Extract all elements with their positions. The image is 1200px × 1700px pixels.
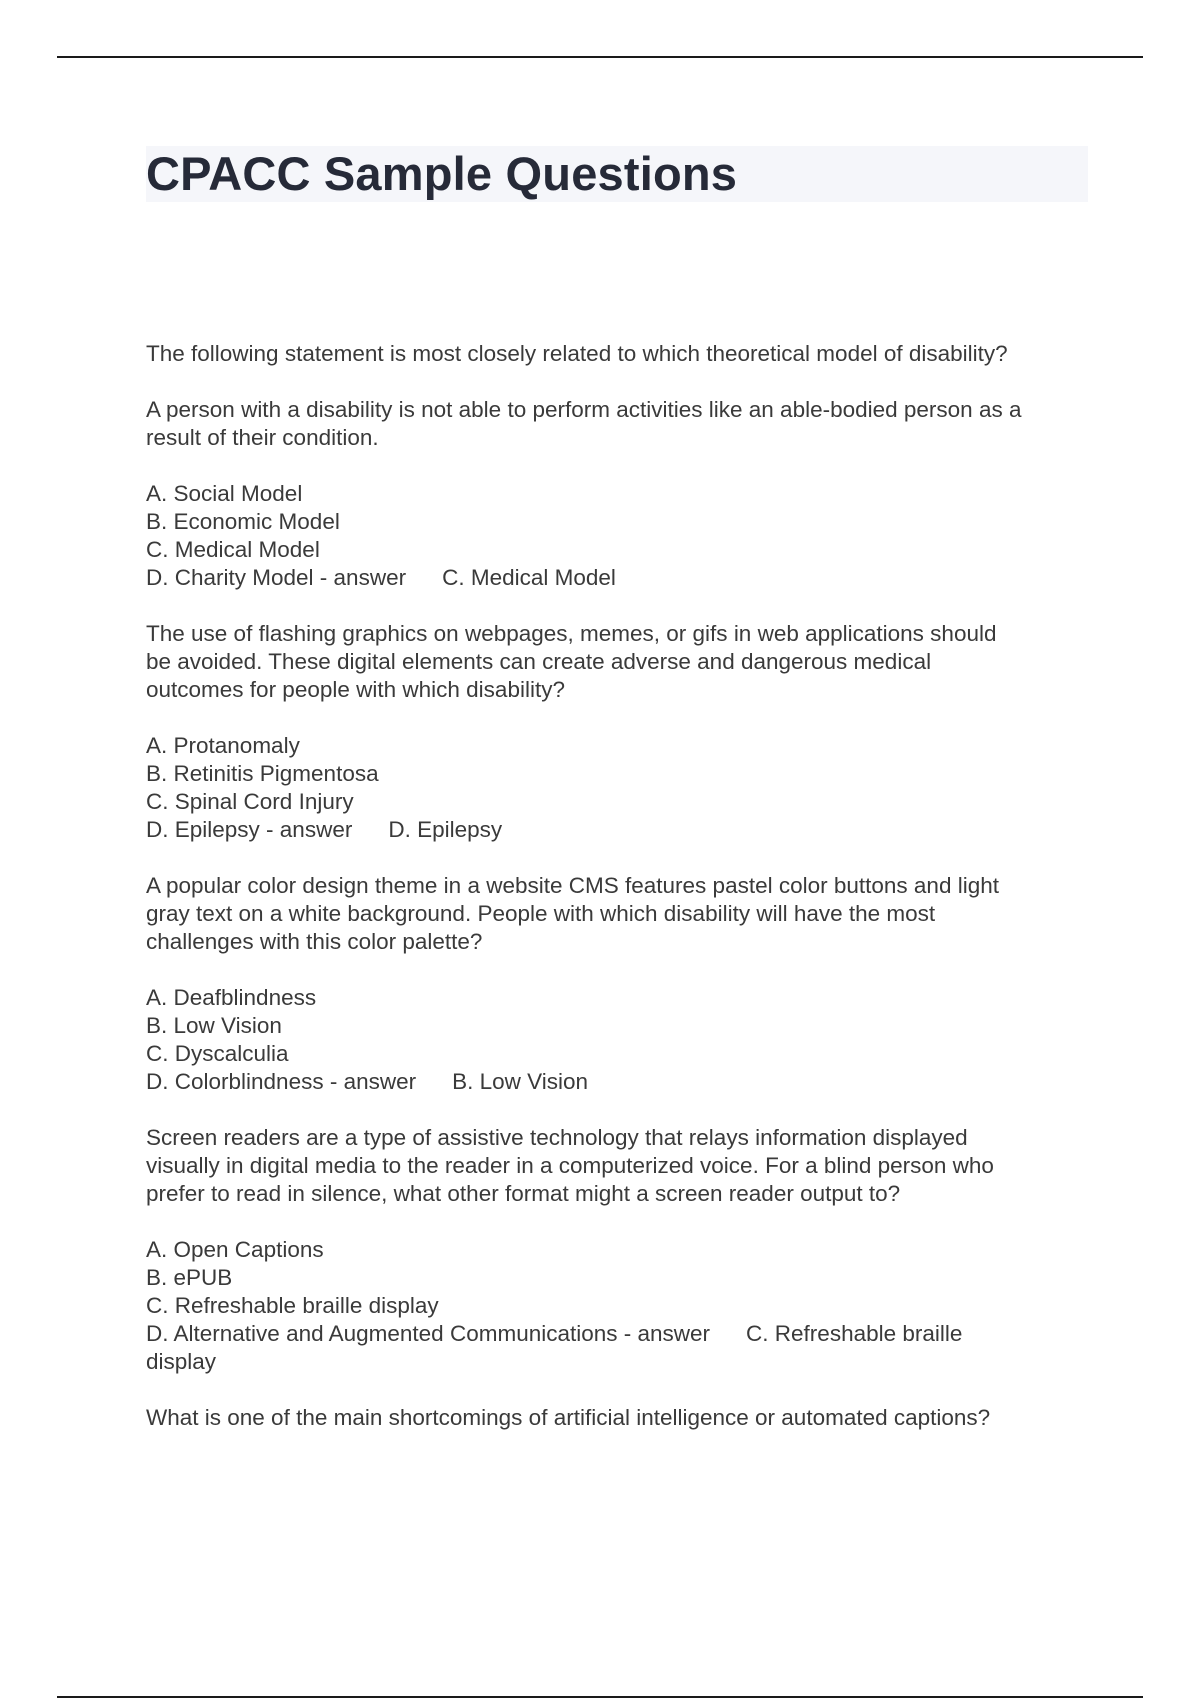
question-line: gray text on a white background. People with which disability will have the most (146, 901, 936, 926)
question-list (146, 340, 1096, 1460)
option-c: C. Dyscalculia (146, 1041, 289, 1066)
option-d: D. Charity Model - answer (146, 565, 407, 590)
context-line: result of their condition. (146, 425, 379, 450)
option-b: B. ePUB (146, 1265, 233, 1290)
option-c: C. Medical Model (146, 537, 320, 562)
question-line: A popular color design theme in a website CMS features pastel color buttons and light (146, 873, 999, 898)
option-a: A. Social Model (146, 481, 303, 506)
question-line: The use of flashing graphics on webpages, memes, or gifs in web applications should (146, 621, 997, 646)
option-c: C. Refreshable braille display (146, 1293, 439, 1318)
question-2-text (146, 620, 1096, 704)
question-line: Screen readers are a type of assistive technology that relays information displayed (146, 1125, 968, 1150)
question-line: challenges with this color palette? (146, 929, 483, 954)
option-d-answer-row (146, 564, 1096, 592)
question-line: The following statement is most closely related to which theoretical model of disability? (146, 341, 1008, 366)
option-d: D. Alternative and Augmented Communications - answer (146, 1321, 711, 1346)
question-4-options (146, 1236, 1096, 1376)
option-d-answer-row (146, 1320, 1096, 1348)
option-d-answer-row (146, 816, 1096, 844)
question-3-options (146, 984, 1096, 1096)
question-2-options (146, 732, 1096, 844)
question-line: prefer to read in silence, what other format might a screen reader output to? (146, 1181, 901, 1206)
bottom-rule (57, 1696, 1143, 1698)
option-b: B. Low Vision (146, 1013, 282, 1038)
option-a: A. Deafblindness (146, 985, 317, 1010)
question-3-text (146, 872, 1096, 956)
option-b: B. Retinitis Pigmentosa (146, 761, 379, 786)
answer: D. Epilepsy (388, 817, 503, 842)
question-1-text (146, 340, 1096, 368)
question-line: outcomes for people with which disability? (146, 677, 565, 702)
page-title: CPACC Sample Questions (146, 147, 738, 200)
question-4-text (146, 1124, 1096, 1208)
answer: C. Refreshable braille (746, 1321, 963, 1346)
option-d: D. Epilepsy - answer (146, 817, 353, 842)
question-line: visually in digital media to the reader in a computerized voice. For a blind person who (146, 1153, 994, 1178)
answer: C. Medical Model (442, 565, 616, 590)
option-c: C. Spinal Cord Injury (146, 789, 354, 814)
answer-wrap: display (146, 1349, 217, 1374)
option-d: D. Colorblindness - answer (146, 1069, 417, 1094)
question-1-options (146, 480, 1096, 592)
option-d-answer-row (146, 1068, 1096, 1096)
question-5-text (146, 1404, 1096, 1432)
top-rule (57, 56, 1143, 58)
option-a: A. Protanomaly (146, 733, 300, 758)
question-line: be avoided. These digital elements can create adverse and dangerous medical (146, 649, 932, 674)
option-b: B. Economic Model (146, 509, 340, 534)
question-line: What is one of the main shortcomings of artificial intelligence or automated captions? (146, 1405, 991, 1430)
context-line: A person with a disability is not able to perform activities like an able-bodied person as a (146, 397, 1022, 422)
option-a: A. Open Captions (146, 1237, 324, 1262)
answer: B. Low Vision (452, 1069, 589, 1094)
question-1-context (146, 396, 1096, 452)
